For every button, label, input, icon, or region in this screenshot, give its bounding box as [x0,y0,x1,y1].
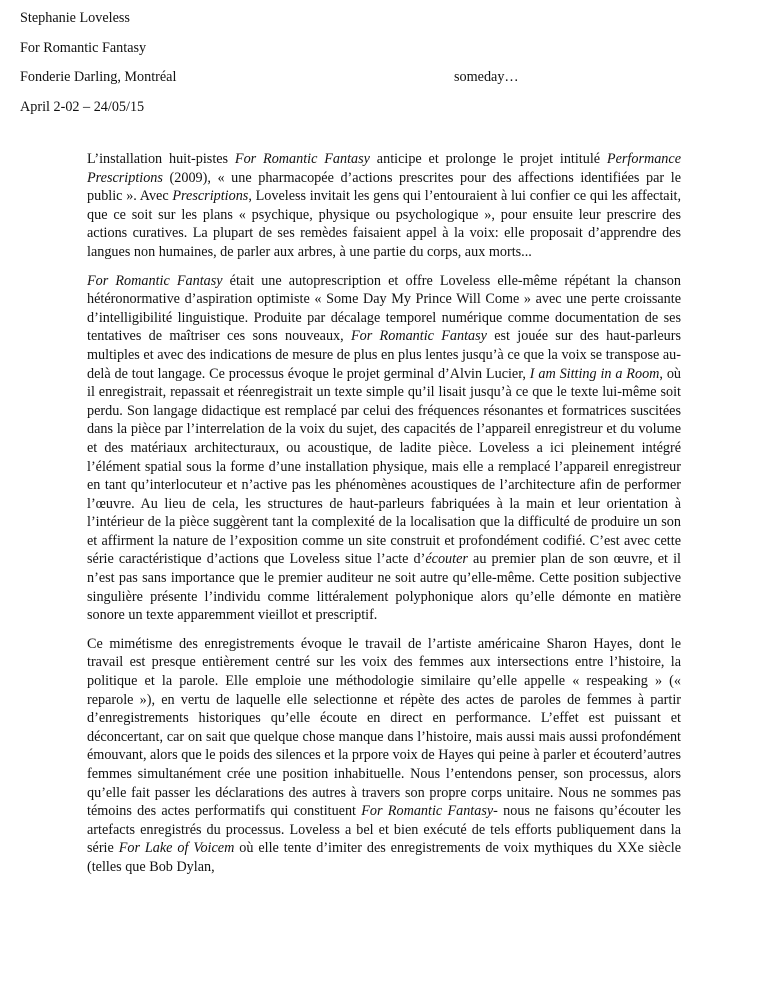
italic-title-run: For Romantic Fantasy [234,151,370,167]
text-run: , où il enregistrait, repassait et réenregistrait un texte simple qu’il lisait jusqu’à ce que le texte lui-même soit perdu. Son langage didactique est remplacé par celui des fréquences résonantes et formatrices suscitées dans la pièce par l’interrelation de la voix du sujet, des capacités de l’appareil enregistreur et du volume et des matériaux architecturaux, ou acoustique, de ladite pièce. Loveless a ici pleinement intégré l’élément spatial sous la forme d’une installation physique, mais elle a remplacé l’appareil enregistreur en tant qu’interlocuteur et n’active pas les phénomènes acoustiques de l’architecture afin de performer l’œuvre. Au lieu de cela, les structures de haut-parleurs fabriquées à la main et leur orientation à l’intérieur de la pièce suggèrent tant la complexité de la localisation que la difficulté de produire un son et affirment la nature de l’exposition comme un site construit et profondément codifié. C’est avec cette série caractéristique d’actions que Loveless situe l’acte d’ [87,365,682,568]
text-run: , Loveless invitait les gens qui l’entouraient à lui confier ce qui les affectait, que ce soit sur les plans « psychique, physique ou psychologique », pour ensuite leur prescrire des actions curatives. La plupart de ses remèdes faisaient appel à la voix: elle proposait d’apprendre des langues non humaines, de parler aux arbres, à une partie du corps, aux morts... [87,188,682,260]
italic-title-run: I am Sitting in a Room [529,365,660,382]
paragraph-2 [87,272,681,625]
text-run: anticipe et prolonge le projet intitulé [369,151,607,167]
text-run: au premier plan de son œuvre, et il n’est pas sans importance que le premier auditeur ne soit autre qu’elle-même. Cette position subjective singulière présente l’individu comme littéralement polyphonique alors qu’elle démonte en matière sonore un texte apparemment vieillot et prescriptif. [87,551,682,624]
venue: Fonderie Darling, Montréal [20,69,177,85]
text-run: Ce mimétisme des enregistrements évoque le travail de l’artiste américaine Sharon Hayes, dont le travail est presque entièrement centré sur les voix des femmes aux intersections entre l’histoire, la politique et la parole. Elle emploie une méthodologie similaire qu’elle appelle « respeaking » (« reparole »), en vertu de laquelle elle selectionne et répète des actes de paroles de femmes à partir d’enregistrements historiques qu’elle écoute en direct en performance. L’effet est puissant et déconcertant, car on sait que quelque chose manque dans l’histoire, mais aussi mais aussi profondément émouvant, alors que le poids des silences et la prpore voix de Hayes qui peine à parler et écouterd’autres femmes simultanément crée une position inhabituelle. Nous l’entendons penser, son processus, alors qu’elle fait passer les déclarations des autres à travers son propre corps unitaire. Nous ne sommes pas témoins des actes performatifs qui constituent [87,635,681,820]
text-run: où elle tente d’imiter des enregistrements de voix mythiques du XXe siècle (telles que Bob Dylan, [87,840,681,875]
author-name: Stephanie Loveless [20,10,130,26]
paragraph-3 [87,635,681,877]
text-run: L’installation huit-pistes [87,151,235,167]
text-run: est jouée sur des haut-parleurs multiples et avec des indications de mesure de plus en plus lentes jusqu’à ce que la voix se transpose au-delà de tout langage. Ce processus évoque le projet germinal d’Alvin Lucier, [87,328,681,382]
text-run: était une autoprescription et offre Loveless elle-même répétant la chanson hétéronormative d’aspiration optimiste « Some Day My Prince Will Come » avec une perte croissante d’intelligibilité linguistique. Produite par décalage temporel numérique comme documentation de ses tentatives de maîtriser ces sons nouveaux, [87,272,681,345]
italic-title-run: écouter [425,551,468,568]
header-note: someday… [454,69,519,85]
dates: April 2-02 – 24/05/15 [20,99,145,115]
italic-title-run: For Romantic Fantasy [361,803,494,820]
italic-title-run: Performance Prescriptions [87,151,681,186]
italic-title-run: Prescriptions [172,188,249,205]
work-title: For Romantic Fantasy [20,40,147,56]
italic-title-run: For Romantic Fantasy [350,328,487,345]
body-text [87,150,681,887]
text-run: - nous ne faisons qu’écouter les artefacts enregistrés du processus. Loveless a bel et bien exécuté de tels efforts publiquement dans la série [87,803,681,857]
paragraph-1 [87,150,681,262]
italic-title-run: For Lake of Voicem [118,840,235,857]
text-run: (2009), « une pharmacopée d’actions prescrites pour des affections identifiées par le public ». Avec [87,169,681,205]
italic-title-run: For Romantic Fantasy [87,272,223,289]
